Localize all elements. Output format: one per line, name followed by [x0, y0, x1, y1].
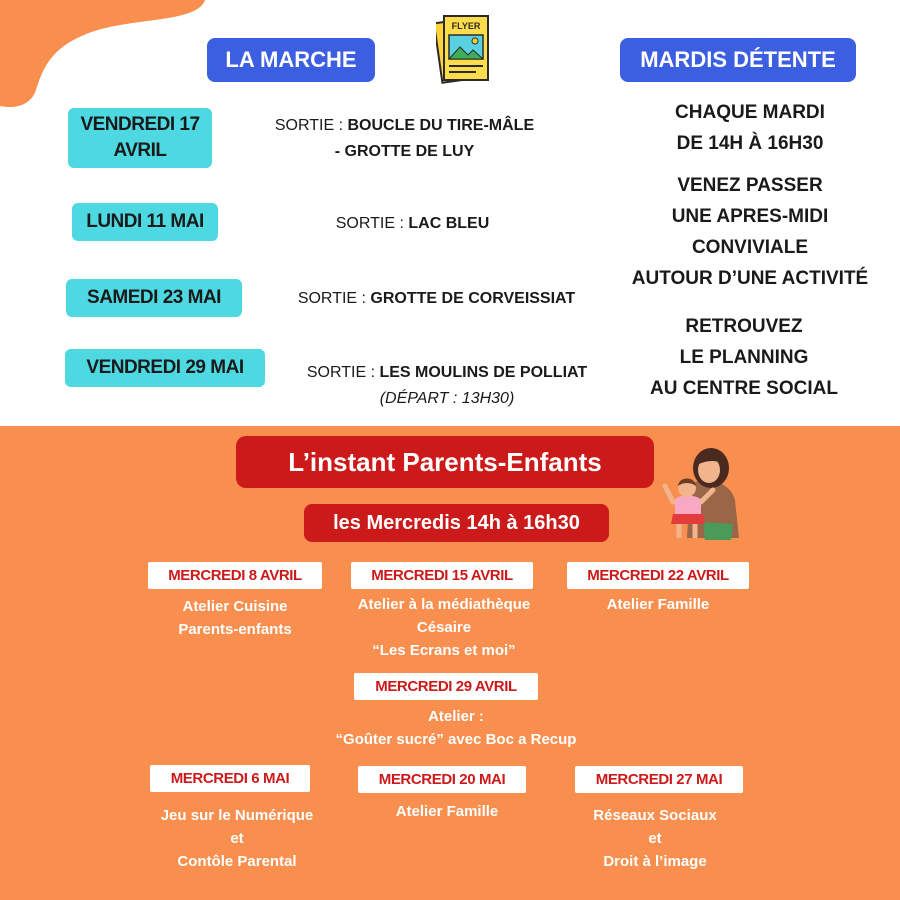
- mardis-detente-title: MARDIS DÉTENTE: [620, 38, 856, 82]
- outing-destination: SORTIE : LAC BLEU: [335, 215, 490, 232]
- outing-date: VENDREDI 17 AVRIL: [68, 108, 212, 168]
- workshop-description: Réseaux Sociaux et Droit à l’image: [593, 807, 717, 870]
- outing-destination: SORTIE : GROTTE DE CORVEISSIAT: [297, 290, 576, 307]
- workshop-description: Atelier Famille: [395, 803, 499, 820]
- workshop-date: MERCREDI 8 AVRIL: [148, 562, 322, 589]
- workshop-date: MERCREDI 6 MAI: [150, 765, 310, 792]
- workshop-description: Jeu sur le Numérique et Contôle Parental: [160, 807, 314, 870]
- parents-enfants-schedule: les Mercredis 14h à 16h30: [304, 504, 609, 542]
- parents-enfants-title: L’instant Parents-Enfants: [236, 436, 654, 488]
- mother-child-illustration: [655, 442, 745, 542]
- departure-time: (DÉPART : 13H30): [379, 390, 515, 407]
- flyer-label: FLYER: [451, 21, 481, 31]
- workshop-date: MERCREDI 22 AVRIL: [567, 562, 749, 589]
- workshop-date: MERCREDI 20 MAI: [358, 766, 526, 793]
- outing-date: SAMEDI 23 MAI: [66, 279, 242, 317]
- workshop-description: Atelier Cuisine Parents-enfants: [178, 598, 292, 638]
- la-marche-title: LA MARCHE: [207, 38, 375, 82]
- outing-date: VENDREDI 29 MAI: [65, 349, 265, 387]
- outing-destination: SORTIE : BOUCLE DU TIRE-MÂLE - GROTTE DE LUY: [274, 117, 535, 160]
- workshop-description: Atelier : “Goûter sucré” avec Boc a Recup: [335, 708, 577, 748]
- outing-date: LUNDI 11 MAI: [72, 203, 218, 241]
- mardis-invite: VENEZ PASSER UNE APRES-MIDI CONVIVIALE AUTOUR D’UNE ACTIVITÉ: [631, 175, 869, 289]
- workshop-description: Atelier à la médiathèque Césaire “Les Ecrans et moi”: [357, 596, 531, 659]
- workshop-date: MERCREDI 29 AVRIL: [354, 673, 538, 700]
- corner-blob: [0, 0, 210, 110]
- mardis-planning: RETROUVEZ LE PLANNING AU CENTRE SOCIAL: [650, 316, 838, 399]
- workshop-date: MERCREDI 27 MAI: [575, 766, 743, 793]
- mardis-schedule: CHAQUE MARDI DE 14H À 16H30: [675, 102, 825, 154]
- workshop-description: Atelier Famille: [606, 596, 710, 613]
- workshop-date: MERCREDI 15 AVRIL: [351, 562, 533, 589]
- outing-destination: SORTIE : LES MOULINS DE POLLIAT (DÉPART : 13H30): [306, 364, 588, 407]
- flyer-icon: [436, 12, 492, 88]
